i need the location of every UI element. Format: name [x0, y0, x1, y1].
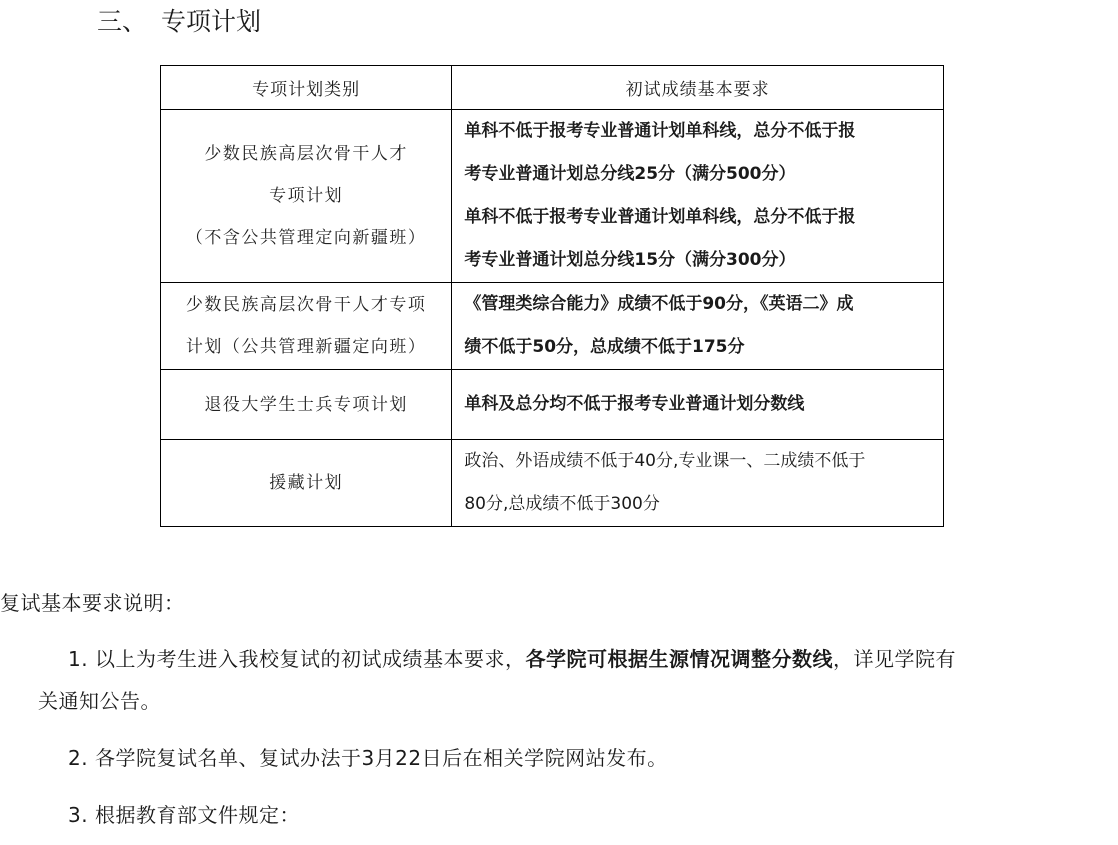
requirement-line: 《管理类综合能力》成绩不低于90分，《英语二》成: [464, 294, 854, 314]
table-row: [161, 283, 944, 370]
requirement-cell: [452, 283, 944, 370]
category-line: 少数民族高层次骨干人才专项: [185, 295, 427, 315]
special-plans-table: [160, 65, 944, 527]
section-heading: [97, 4, 261, 40]
header-category: 专项计划类别: [161, 66, 452, 110]
requirement-line: 考专业普通计划总分线25分（满分500分）: [464, 164, 796, 184]
category-line: 援藏计划: [269, 473, 344, 493]
table-header-row: [161, 66, 944, 110]
requirement-line: 80分,总成绩不低于300分: [464, 494, 660, 514]
requirement-line: 政治、外语成绩不低于40分,专业课一、二成绩不低于: [464, 451, 866, 471]
category-line: （不含公共管理定向新疆班）: [185, 228, 427, 248]
category-cell: [161, 440, 452, 527]
notes-heading: 复试基本要求说明：: [0, 591, 185, 615]
note-item-1-continuation: 关通知公告。: [38, 689, 161, 713]
requirement-line: 单科不低于报考专业普通计划单科线，总分不低于报: [464, 207, 856, 227]
requirement-line: 单科及总分均不低于报考专业普通计划分数线: [464, 394, 805, 414]
category-cell: [161, 370, 452, 440]
note-item-1-prefix: 1. 以上为考生进入我校复试的初试成绩基本要求，: [68, 647, 526, 671]
table-row: [161, 110, 944, 283]
category-cell: [161, 110, 452, 283]
category-line: 退役大学生士兵专项计划: [204, 394, 408, 415]
note-item-1: [68, 638, 956, 680]
note-item-1-suffix: ，详见学院有: [832, 647, 956, 671]
category-cell: [161, 283, 452, 370]
category-line: 专项计划: [269, 186, 344, 206]
category-line: 计划（公共管理新疆定向班）: [185, 337, 427, 357]
section-number: 三、: [97, 7, 148, 36]
requirement-cell: [452, 110, 944, 283]
requirement-line: 绩不低于50分，总成绩不低于175分: [464, 337, 745, 357]
requirement-cell: [452, 440, 944, 527]
table-row: [161, 440, 944, 527]
note-item-1-emphasis: 各学院可根据生源情况调整分数线: [525, 647, 833, 671]
category-line: 少数民族高层次骨干人才: [204, 144, 408, 164]
note-item-2: 2. 各学院复试名单、复试办法于3月22日后在相关学院网站发布。: [68, 746, 668, 770]
header-requirement: 初试成绩基本要求: [452, 66, 944, 110]
requirement-cell: [452, 370, 944, 440]
requirement-line: 考专业普通计划总分线15分（满分300分）: [464, 250, 796, 270]
note-item-3: 3. 根据教育部文件规定：: [68, 803, 300, 827]
requirement-line: 单科不低于报考专业普通计划单科线，总分不低于报: [464, 121, 856, 141]
table-row: [161, 370, 944, 440]
section-title: 专项计划: [161, 7, 262, 36]
